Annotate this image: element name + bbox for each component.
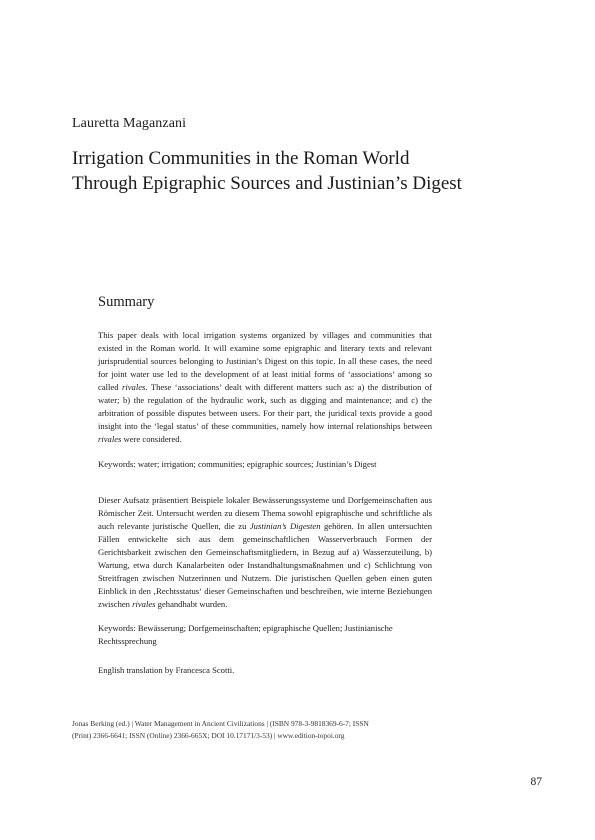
footer-line-2: (Print) 2366-6641; ISSN (Online) 2366-665X; DOI 10.17171/3-53) | www.edition-topoi.org [72,730,345,740]
article-title [72,146,542,196]
publication-footer [72,718,452,741]
title-line-2: Through Epigraphic Sources and Justinian’s Digest [72,173,462,194]
page-number: 87 [530,776,542,788]
title-line-1: Irrigation Communities in the Roman World [72,148,410,169]
summary-de-text-2: gehören. In allen untersuchten Fällen entwickelte sich aus dem gemeinschaftlichen Wasserverbrauch Formen der Gerichtsbarkeit zwischen den Gemeinschaftsmitgliedern, in Bezug auf a) Wasserzuteilung, b) Wartung, etwa durch Kanalarbeiten oder Instandhaltungsmaßnahmen und c) Schlichtung von Streitfragen zwischen Nutzerinnen und Nutzern. Die juristischen Quellen geben einen guten Einblick in den ‚Rechtsstatus‘ dieser Gemeinschaften und beschreiben, wie interne Beziehungen zwischen [98,520,432,609]
summary-german-paragraph [98,494,432,611]
keywords-german: Keywords: Bewässerung; Dorfgemeinschaften; epigraphische Quellen; Justinianische Rechtssprechung [98,623,393,646]
summary-en-text-3: were considered. [121,433,182,444]
summary-heading: Summary [98,294,155,310]
summary-de-text-3: gehandhabt wurden. [155,598,228,609]
summary-en-text-1: This paper deals with local irrigation systems organized by villages and communities that existed in the Roman world. It will examine some epigraphic and literary texts and relevant jurisprudential sources belonging to Justinian’s Digest on this topic. In all these cases, the need for joint water use led to the development of at least initial forms of ‘associations’ among so called [98,330,432,392]
summary-en-text-2: . These ‘associations’ dealt with different matters such as: a) the distribution of water; b) the regulation of the hydraulic work, such as digging and maintenance; and c) the arbitration of possible disputes between users. For their part, the juridical texts provide a good insight into the ‘legal status’ of these communities, namely how internal relationships between [98,381,432,431]
summary-en-italic-2: rivales [98,433,122,444]
summary-de-text-1: Dieser Aufsatz präsentiert Beispiele lokaler Bewässerungssysteme und Dorfgemeinschaften aus Römischer Zeit. Untersucht werden zu diesem Thema sowohl epigraphische und schriftliche als auch relevante juristische Quellen, die zu [98,495,432,531]
summary-en-italic-1: rivales [121,381,146,392]
summary-de-italic-1: Justinian’s Digesten [249,520,321,531]
keywords-english: Keywords: water; irrigation; communities; epigraphic sources; Justinian’s Digest [98,459,377,469]
footer-line-1: Jonas Berking (ed.) | Water Management in Ancient Civilizations | (ISBN 978-3-9818369-6-7; ISSN [72,719,369,728]
translation-credit: English translation by Francesca Scotti. [98,665,235,675]
author-name: Lauretta Maganzani [72,116,187,131]
summary-de-italic-2: rivales [132,598,156,609]
summary-english-paragraph [98,329,432,446]
